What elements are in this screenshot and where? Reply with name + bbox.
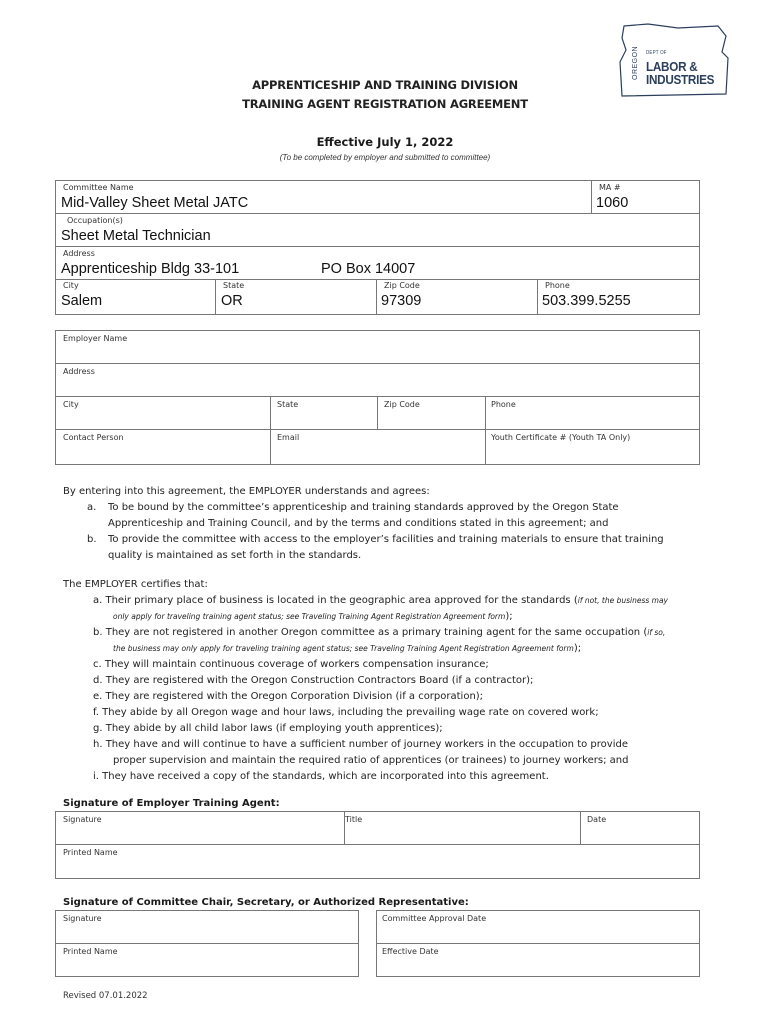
certifies-intro: The EMPLOYER certifies that: <box>63 579 208 590</box>
employer-address-label: Address <box>63 367 95 376</box>
effective-date-field[interactable] <box>376 943 700 977</box>
committee-state-value: OR <box>221 293 243 309</box>
certify-item-d: d. They are registered with the Oregon Construction Contractors Board (if a contractor); <box>93 675 534 686</box>
employer-phone-field[interactable] <box>485 396 700 430</box>
employer-signature-section <box>55 811 700 879</box>
youth-certificate-label: Youth Certificate # (Youth TA Only) <box>491 433 631 442</box>
form-title-line2: TRAINING AGENT REGISTRATION AGREEMENT <box>242 97 528 111</box>
employer-printed-name-field[interactable] <box>55 844 700 879</box>
committee-state-field[interactable] <box>215 279 377 315</box>
certify-item-a-text: a. Their primary place of business is located in the geographic area approved for the standards ( <box>93 595 578 606</box>
committee-signature-section <box>55 910 700 977</box>
committee-zip-value: 97309 <box>381 293 422 309</box>
committee-name-label: Committee Name <box>63 183 134 192</box>
employer-signature-field[interactable] <box>55 811 345 845</box>
ma-number-field[interactable] <box>591 180 700 214</box>
committee-approval-date-label: Committee Approval Date <box>382 914 487 923</box>
committee-address-label: Address <box>63 249 95 258</box>
employer-zip-label: Zip Code <box>384 400 420 409</box>
committee-city-field[interactable] <box>55 279 216 315</box>
ma-number-label: MA # <box>599 183 621 192</box>
committee-signature-field[interactable] <box>55 910 359 944</box>
certify-item-f: f. They abide by all Oregon wage and hour laws, including the prevailing wage rate on covered work; <box>93 707 599 718</box>
certify-item-c: c. They will maintain continuous coverage of workers compensation insurance; <box>93 659 489 670</box>
agreement-item-b-line2: quality is maintained as set forth in the standards. <box>108 550 362 561</box>
employer-signature-heading: Signature of Employer Training Agent: <box>63 798 280 809</box>
occupation-field[interactable] <box>55 213 700 247</box>
employer-title-label: Title <box>345 815 363 824</box>
committee-signature-heading: Signature of Committee Chair, Secretary, or Authorized Representative: <box>63 897 469 908</box>
committee-address-field[interactable] <box>55 246 700 280</box>
committee-po-box-value: PO Box 14007 <box>321 261 416 277</box>
employer-title-field[interactable] <box>344 811 581 845</box>
certifications-section <box>63 577 743 785</box>
employer-email-label: Email <box>277 433 300 442</box>
certify-item-b-cont <box>63 641 743 657</box>
certify-item-g: g. They abide by all child labor laws (if employing youth apprentices); <box>93 723 443 734</box>
employer-date-field[interactable] <box>580 811 700 845</box>
revised-date: Revised 07.01.2022 <box>63 991 148 1001</box>
form-title-line1: APPRENTICESHIP AND TRAINING DIVISION <box>252 78 518 92</box>
committee-phone-label: Phone <box>545 281 570 290</box>
committee-zip-field[interactable] <box>376 279 538 315</box>
certify-item-b-text: b. They are not registered in another Oregon committee as a primary training agent for the same occupation ( <box>93 627 648 638</box>
agreement-item-a-line2: Apprenticeship and Training Council, and by the terms and conditions stated in this agreement; and <box>108 518 609 529</box>
committee-phone-field[interactable] <box>537 279 700 315</box>
certify-item-a-end: ); <box>505 611 513 622</box>
logo-line1: LABOR & <box>646 59 698 74</box>
committee-state-label: State <box>223 281 245 290</box>
contact-person-field[interactable] <box>55 429 271 465</box>
committee-city-value: Salem <box>61 293 103 309</box>
employer-email-field[interactable] <box>270 429 486 465</box>
committee-approval-date-field[interactable] <box>376 910 700 944</box>
committee-info-section <box>55 180 700 315</box>
ma-number-value: 1060 <box>596 195 629 211</box>
logo-oregon-text: OREGON <box>632 45 639 80</box>
agreement-item-b-line1: To provide the committee with access to the employer’s facilities and training materials to ensure that training <box>108 534 664 545</box>
employer-signature-label: Signature <box>63 815 102 824</box>
effective-date-heading: Effective July 1, 2022 <box>316 135 454 149</box>
agreement-intro: By entering into this agreement, the EMPLOYER understands and agrees: <box>63 486 430 497</box>
agreement-section <box>63 484 723 564</box>
logo-line2: INDUSTRIES <box>646 72 715 87</box>
employer-state-label: State <box>277 400 299 409</box>
agreement-item-a-marker: a. <box>87 502 97 513</box>
employer-printed-name-label: Printed Name <box>63 848 118 857</box>
agreement-item-a-line1: To be bound by the committee’s apprenticeship and training standards approved by the Oregon State <box>108 502 619 513</box>
employer-name-field[interactable] <box>55 330 700 364</box>
employer-date-label: Date <box>587 815 607 824</box>
certify-item-a-cont <box>63 609 743 625</box>
certify-item-a-italic1: if not, the business may <box>577 596 668 605</box>
committee-name-value: Mid-Valley Sheet Metal JATC <box>61 195 249 211</box>
contact-person-label: Contact Person <box>63 433 124 442</box>
certify-item-b-end: ); <box>573 643 582 654</box>
committee-zip-label: Zip Code <box>384 281 420 290</box>
committee-signature-label: Signature <box>63 914 102 923</box>
certify-item-a <box>63 593 743 609</box>
committee-city-label: City <box>63 281 79 290</box>
certify-item-e: e. They are registered with the Oregon Corporation Division (if a corporation); <box>93 691 484 702</box>
employer-city-label: City <box>63 400 79 409</box>
occupation-label: Occupation(s) <box>67 216 123 225</box>
committee-printed-name-field[interactable] <box>55 943 359 977</box>
agreement-item-b <box>63 532 723 564</box>
certify-item-h-line1: h. They have and will continue to have a sufficient number of journey workers in the occupation to provide <box>93 739 628 750</box>
employer-address-field[interactable] <box>55 363 700 397</box>
completion-note: (To be completed by employer and submitted to committee) <box>279 153 491 162</box>
employer-state-field[interactable] <box>270 396 378 430</box>
committee-address-value: Apprenticeship Bldg 33-101 <box>61 261 240 277</box>
logo-dept-text: DEPT OF <box>646 50 667 56</box>
agreement-item-a <box>63 500 723 532</box>
agreement-item-b-marker: b. <box>87 534 97 545</box>
occupation-value: Sheet Metal Technician <box>61 228 211 244</box>
certify-item-b-italic2: the business may only apply for traveling training agent status; see Traveling Training Agent Registration Agreement form <box>113 644 574 653</box>
effective-date-label: Effective Date <box>382 947 439 956</box>
certify-item-i: i. They have received a copy of the standards, which are incorporated into this agreement. <box>93 771 549 782</box>
certify-item-b-italic1: if so, <box>647 628 666 637</box>
employer-zip-field[interactable] <box>377 396 486 430</box>
certify-item-b <box>63 625 743 641</box>
youth-certificate-field[interactable] <box>485 429 700 465</box>
committee-printed-name-label: Printed Name <box>63 947 118 956</box>
certify-item-h-line2: proper supervision and maintain the required ratio of apprentices (or trainees) to journey workers; and <box>113 755 629 766</box>
committee-name-field[interactable] <box>55 180 592 214</box>
employer-city-field[interactable] <box>55 396 271 430</box>
committee-phone-value: 503.399.5255 <box>542 293 631 309</box>
employer-name-label: Employer Name <box>63 334 128 343</box>
employer-info-section <box>55 330 700 465</box>
employer-phone-label: Phone <box>491 400 516 409</box>
certify-item-a-italic2: only apply for traveling training agent status; see Traveling Training Agent Registration Agreement form <box>113 612 506 621</box>
